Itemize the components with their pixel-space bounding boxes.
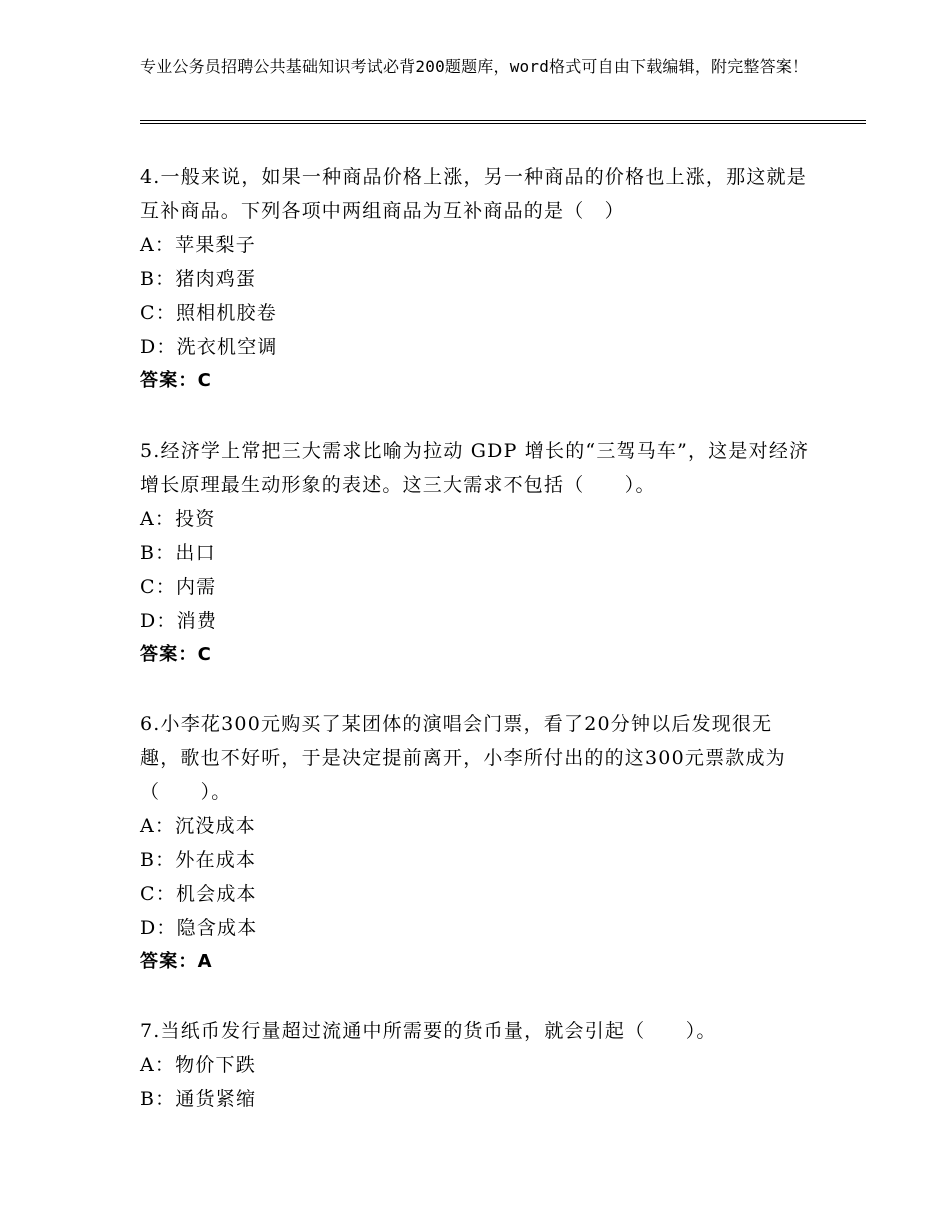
document-header: 专业公务员招聘公共基础知识考试必背200题题库，word格式可自由下载编辑，附完整答案！ xyxy=(140,57,809,76)
option-c: C：机会成本 xyxy=(140,883,257,905)
option-a: A：物价下跌 xyxy=(140,1054,256,1076)
option-c: C：照相机胶卷 xyxy=(140,302,277,324)
question-4 xyxy=(140,160,810,398)
header-divider xyxy=(140,120,866,124)
option-b: B：猪肉鸡蛋 xyxy=(140,268,257,290)
question-stem: 5.经济学上常把三大需求比喻为拉动 GDP 增长的“三驾马车”，这是对经济增长原理最生动形象的表述。这三大需求不包括（ ）。 xyxy=(140,440,810,496)
question-stem: 7.当纸币发行量超过流通中所需要的货币量，就会引起（ ）。 xyxy=(140,1020,717,1042)
option-a: A：苹果梨子 xyxy=(140,234,256,256)
option-d: D：洗衣机空调 xyxy=(140,336,278,358)
question-6 xyxy=(140,707,810,979)
option-c: C：内需 xyxy=(140,576,217,598)
option-d: D：消费 xyxy=(140,610,218,632)
option-b: B：出口 xyxy=(140,542,216,564)
answer-line: 答案：A xyxy=(140,951,213,972)
answer-line: 答案：C xyxy=(140,644,213,665)
question-stem: 4.一般来说，如果一种商品价格上涨，另一种商品的价格也上涨，那这就是互补商品。下列各项中两组商品为互补商品的是（ ） xyxy=(140,166,807,222)
question-stem: 6.小李花300元购买了某团体的演唱会门票，看了20分钟以后发现很无趣，歌也不好听，于是决定提前离开，小李所付出的的这300元票款成为（ ）。 xyxy=(140,713,786,803)
option-a: A：投资 xyxy=(140,508,216,530)
question-5 xyxy=(140,434,810,672)
option-b: B：外在成本 xyxy=(140,849,257,871)
question-7 xyxy=(140,1014,810,1116)
option-a: A：沉没成本 xyxy=(140,815,256,837)
answer-line: 答案：C xyxy=(140,370,213,391)
option-b: B：通货紧缩 xyxy=(140,1088,257,1110)
option-d: D：隐含成本 xyxy=(140,917,258,939)
